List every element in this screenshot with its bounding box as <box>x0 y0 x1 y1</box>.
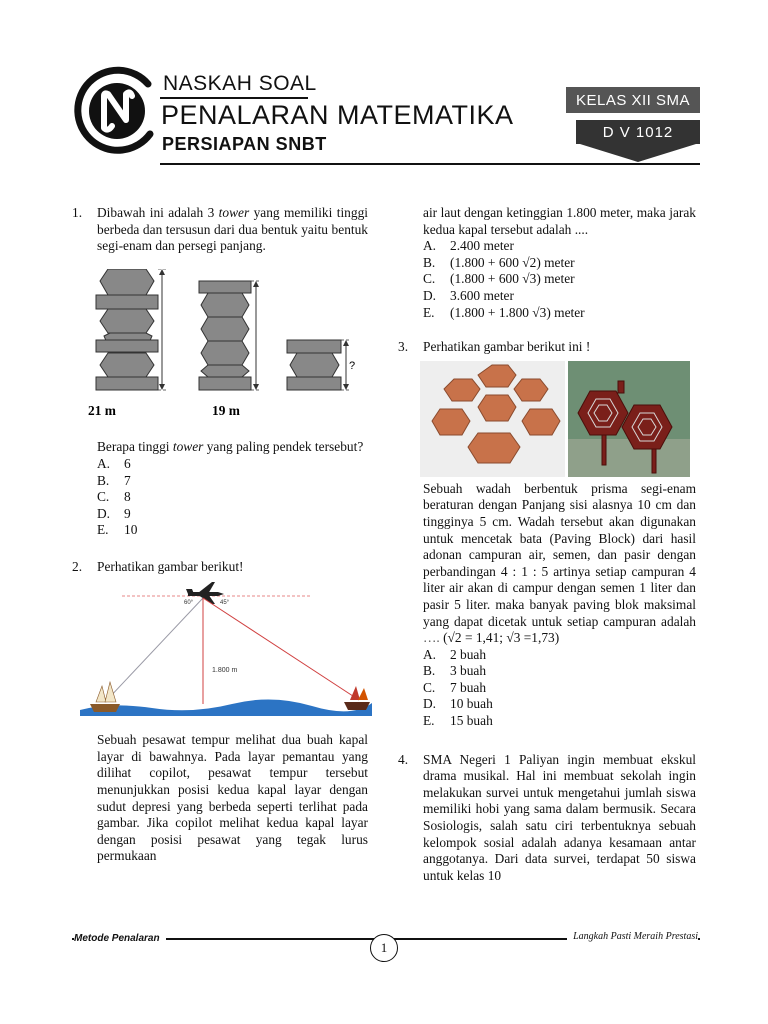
option-a[interactable]: A. 2.400 meter <box>423 238 514 254</box>
header-divider-bottom <box>160 163 700 165</box>
header-naskah: NASKAH SOAL <box>163 72 317 95</box>
option-d[interactable]: D. 10 buah <box>423 696 493 712</box>
option-e[interactable]: E. 10 <box>97 522 138 538</box>
depression-angle-figure <box>72 582 372 722</box>
tower-figure <box>74 269 364 421</box>
tower-1-height-label: 21 m <box>88 402 116 418</box>
question-intro: Perhatikan gambar berikut! <box>97 558 244 574</box>
page-number: 1 <box>370 934 398 962</box>
question-2 <box>72 559 368 865</box>
option-b[interactable]: B. 7 <box>97 472 131 488</box>
option-b[interactable]: B. (1.800 + 600 √2) meter <box>423 254 575 270</box>
header-title: PENALARAN MATEMATIKA <box>161 100 514 130</box>
question-text-continued: air laut dengan ketinggian 1.800 meter, maka jarak kedua kapal tersebut adalah .... <box>423 205 696 237</box>
option-c[interactable]: C. 7 buah <box>423 679 487 695</box>
question-text: Sebuah pesawat tempur melihat dua buah kapal layar di bawahnya. Pada layar pemantau yang dilihat copilot, pesawat tempur tersebut menunjukkan posisi kedua kapal layar dengan sudut depresi yang berbeda seperti terlihat pada gambar. Jika copilot melihat kedua kapal layar dengan posisi pesawat yang tegak lurus permukaan <box>97 732 368 864</box>
left-column <box>72 205 368 865</box>
question-text: SMA Negeri 1 Paliyan ingin membuat ekskul drama musikal. Hal ini membuat sekolah ingin melakukan survei untuk mengetahui jumlah siswa memiliki hobi yang sama dalam bermusik. Secara Sosiologis, salah satu ciri terbentuknya sebuah kelompok sosial adalah adanya kesamaan antar anggotanya. Dari data survei, terdapat 50 siswa untuk kelas 10 <box>423 751 696 883</box>
question-text: Sebuah wadah berbentuk prisma segi-enam beraturan dengan Panjang sisi alasnya 10 cm dan tingginya 5 cm. Wadah tersebut akan digunakan untuk mencetak bata (Paving Block) dari hasil adonan campuran air, semen, dan pasir dengan perbandingan 4 : 1 : 5 artinya setiap campuran 4 liter air akan di campur dengan semen 1 liter dan pasir 5 liter. maka banyak paving blok maksimal yang dapat dicetak untuk setiap campuran adalah …. (√2 = 1,41; √3 =1,73) <box>423 480 696 646</box>
sailing-ship-right-icon <box>344 686 370 710</box>
right-column <box>398 205 696 884</box>
option-a[interactable]: A. 2 buah <box>423 646 487 662</box>
option-e[interactable]: E. 15 buah <box>423 713 493 729</box>
footer-left-text: Metode Penalaran <box>74 933 166 944</box>
sailing-ship-left-icon <box>90 682 120 712</box>
hexagon-mold-photo <box>568 361 690 477</box>
code-badge: D V 1012 <box>576 120 700 144</box>
paving-images <box>420 361 696 477</box>
question-number: 2. <box>72 558 83 574</box>
options-list <box>423 238 696 321</box>
question-number: 3. <box>398 339 409 355</box>
question-3 <box>398 339 696 730</box>
question-intro: Perhatikan gambar berikut ini ! <box>423 339 591 355</box>
options-list <box>97 456 368 539</box>
option-d[interactable]: D. 3.600 meter <box>423 287 514 303</box>
question-4 <box>398 752 696 885</box>
tower-2-height-label: 19 m <box>212 402 240 418</box>
question-2-continued <box>398 205 696 321</box>
unknown-height-label: ? <box>349 359 356 372</box>
paving-block-photo <box>420 361 565 477</box>
option-d[interactable]: D. 9 <box>97 505 131 521</box>
question-ask: Berapa tinggi tower yang paling pendek tersebut? <box>97 439 364 455</box>
header-subtitle: PERSIAPAN SNBT <box>162 134 327 154</box>
option-a[interactable]: A. 6 <box>97 455 131 471</box>
brand-logo <box>70 66 158 154</box>
header-divider-top <box>160 97 308 99</box>
angle-45-label: 45° <box>220 599 230 606</box>
option-c[interactable]: C. (1.800 + 600 √3) meter <box>423 271 575 287</box>
question-number: 4. <box>398 751 409 767</box>
footer-right-text: Langkah Pasti Meraih Prestasi <box>567 931 698 942</box>
code-badge-pointer <box>580 144 696 162</box>
angle-60-label: 60° <box>184 599 194 606</box>
option-b[interactable]: B. 3 buah <box>423 663 487 679</box>
height-label: 1.800 m <box>212 666 238 674</box>
class-badge: KELAS XII SMA <box>566 87 700 113</box>
question-text: Dibawah ini adalah 3 tower yang memiliki tinggi berbeda dan tersusun dari dua bentuk yaitu bentuk segi-enam dan persegi panjang. <box>97 205 368 254</box>
option-e[interactable]: E. (1.800 + 1.800 √3) meter <box>423 304 585 320</box>
option-c[interactable]: C. 8 <box>97 489 131 505</box>
options-list <box>423 647 696 730</box>
question-1 <box>72 205 368 539</box>
question-number: 1. <box>72 205 83 220</box>
